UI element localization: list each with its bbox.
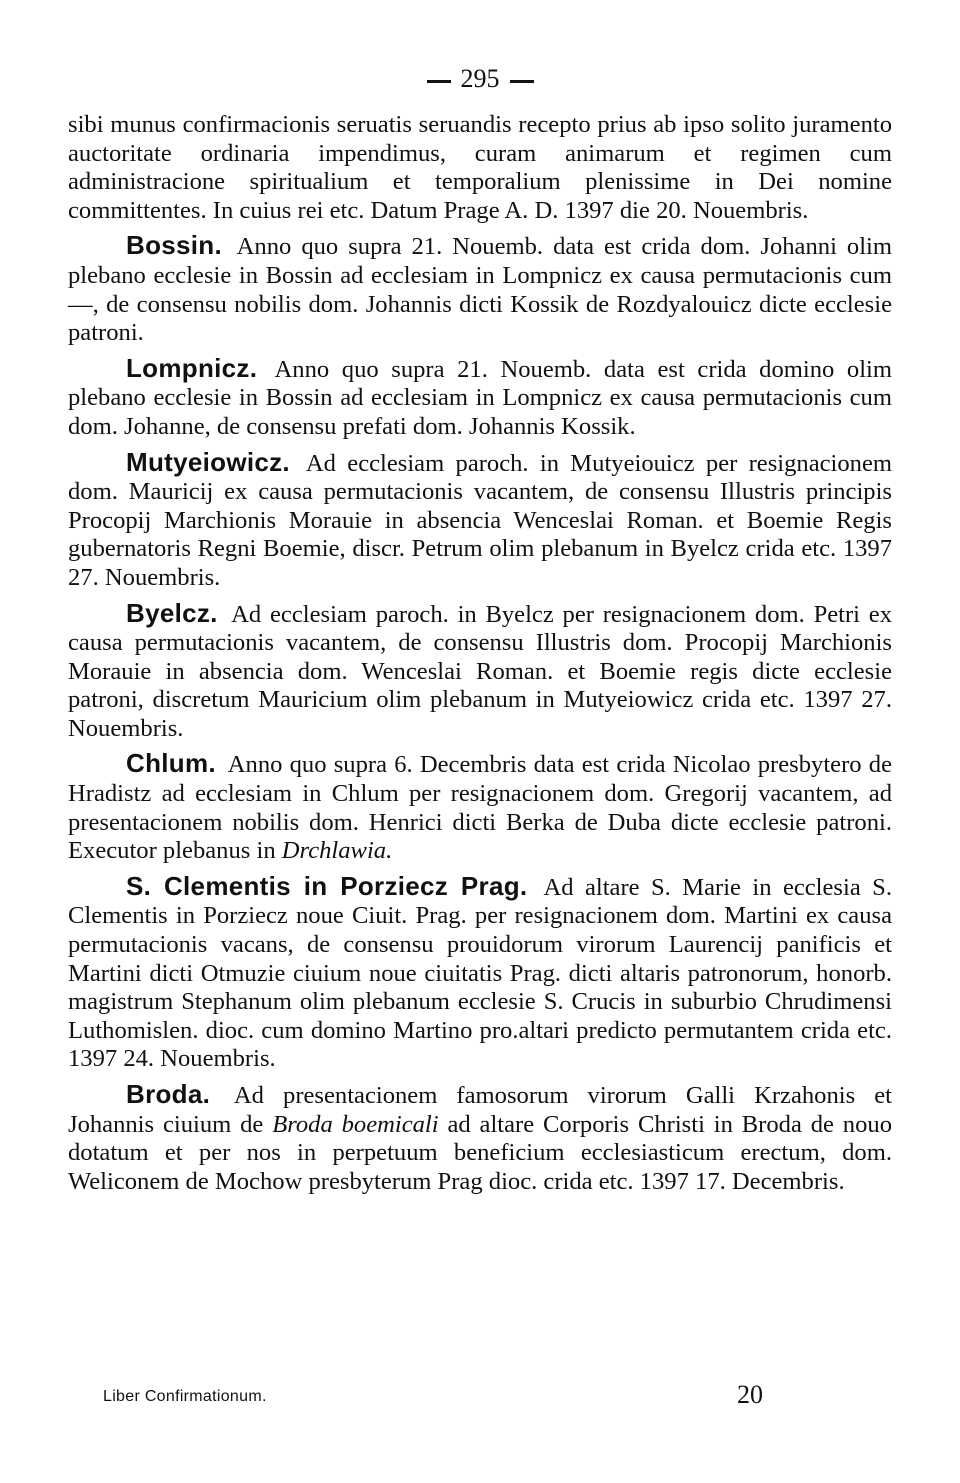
entry-heading: Mutyeiowicz. bbox=[126, 446, 290, 477]
entry-italic-place: Broda boemicali bbox=[272, 1110, 439, 1138]
entry-heading: Lompnicz. bbox=[126, 352, 258, 383]
entry-text: Anno quo supra 21. Nouemb. data est crida domino olim plebano ecclesie in Bossin ad ecclesiam in Lompnicz ex causa permutacionis cum dom. Johanne, de consensu prefati dom. Johannis Kossik. bbox=[68, 355, 892, 440]
entry-heading: Byelcz. bbox=[126, 597, 218, 628]
entry-heading: S. Clementis in Porziecz Prag. bbox=[126, 870, 528, 901]
page bbox=[68, 62, 892, 1196]
header-dash-left bbox=[427, 80, 451, 83]
entry-byelcz bbox=[68, 599, 892, 744]
entry-s-clementis bbox=[68, 872, 892, 1074]
entry-text: Ad altare S. Marie in ecclesia S. Clementis in Porziecz noue Ciuit. Prag. per resignacionem dom. Martini ex causa permutacionis vacans, de consensu prouidorum virorum Laurencij panificis et Martini dicti Otmuzie ciuium noue ciuitatis Prag. dicti altaris patronorum, honorb. magistrum Stephanum olim plebanum ecclesie S. Crucis in suburbio Chrudimensi Luthomislen. dioc. cum domino Martino pro.altari predicto permutantem crida etc. 1397 24. Nouembris. bbox=[68, 873, 893, 1073]
entry-text: Anno quo supra 21. Nouemb. data est crida dom. Johanni olim plebano ecclesie in Bossin ad ecclesiam in Lompnicz ex causa permutacionis cum —, de consensu nobilis dom. Johannis dicti Kossik de Rozdyalouicz dicte ecclesie patroni. bbox=[68, 233, 892, 347]
series-title: Liber Confirmationum. bbox=[103, 1388, 267, 1405]
entry-chlum bbox=[68, 749, 892, 865]
entry-text-after: ad altare Corporis Christi in Broda de nouo dotatum et per nos in perpetuum beneficium ecclesiasticum erectum, dom. Weliconem de Mochow presbyterum Prag dioc. crida etc. 1397 17. Decembris. bbox=[68, 1110, 892, 1195]
signature-mark: 20 bbox=[737, 1380, 763, 1409]
entry-heading: Chlum. bbox=[126, 748, 216, 779]
document-body bbox=[68, 111, 892, 1196]
entry-heading: Broda. bbox=[126, 1079, 211, 1109]
entry-bossin bbox=[68, 231, 892, 347]
entry-lompnicz bbox=[68, 354, 892, 442]
header-dash-right bbox=[510, 80, 534, 83]
entry-text-before: Ad presentacionem famosorum virorum Galli Krzahonis et Johannis ciuium de bbox=[68, 1082, 892, 1138]
opening-paragraph: sibi munus confirmacionis seruatis seruandis recepto prius ab ipso solito juramento auctoritate ordinaria impendimus, curam animarum et regimen cum administracione spiritualium et temporalium plenissime in Dei nomine committentes. In cuius rei etc. Datum Prage A. D. 1397 die 20. Nouembris. bbox=[68, 111, 892, 224]
entry-text: Ad ecclesiam paroch. in Byelcz per resignacionem dom. Petri ex causa permutacionis vacantem, de consensu Illustris dom. Procopij Marchionis Morauie in absencia dom. Wenceslai Roman. et Boemie regis dicte ecclesie patroni, discretum Mauricium olim plebanum in Mutyeiowicz crida etc. 1397 27. Nouembris. bbox=[68, 600, 893, 742]
entry-text: Anno quo supra 6. Decembris data est crida Nicolao presbytero de Hradistz ad ecclesiam in Chlum per resignacionem dom. Gregorij vacantem, ad presentacionem nobilis dom. Henrici dicti Berka de Duba dicte ecclesie patroni. Executor plebanus in bbox=[68, 751, 892, 865]
entry-text: Ad ecclesiam paroch. in Mutyeiouicz per resignacionem dom. Mauricij ex causa permutacionis vacantem, de consensu Illustris principis Procopij Marchionis Morauie in absencia Wenceslai Roman. et Boemie Regis gubernatoris Regni Boemie, discr. Petrum olim plebanum in Byelcz crida etc. 1397 27. Nouembris. bbox=[68, 449, 893, 591]
entry-mutyeiowicz bbox=[68, 448, 892, 593]
entry-italic-place: Drchlawia. bbox=[281, 837, 393, 865]
page-header bbox=[68, 62, 892, 96]
entry-heading: Bossin. bbox=[126, 230, 223, 261]
page-footer bbox=[103, 1380, 763, 1414]
entry-broda bbox=[68, 1080, 892, 1196]
page-number: 295 bbox=[460, 64, 500, 93]
